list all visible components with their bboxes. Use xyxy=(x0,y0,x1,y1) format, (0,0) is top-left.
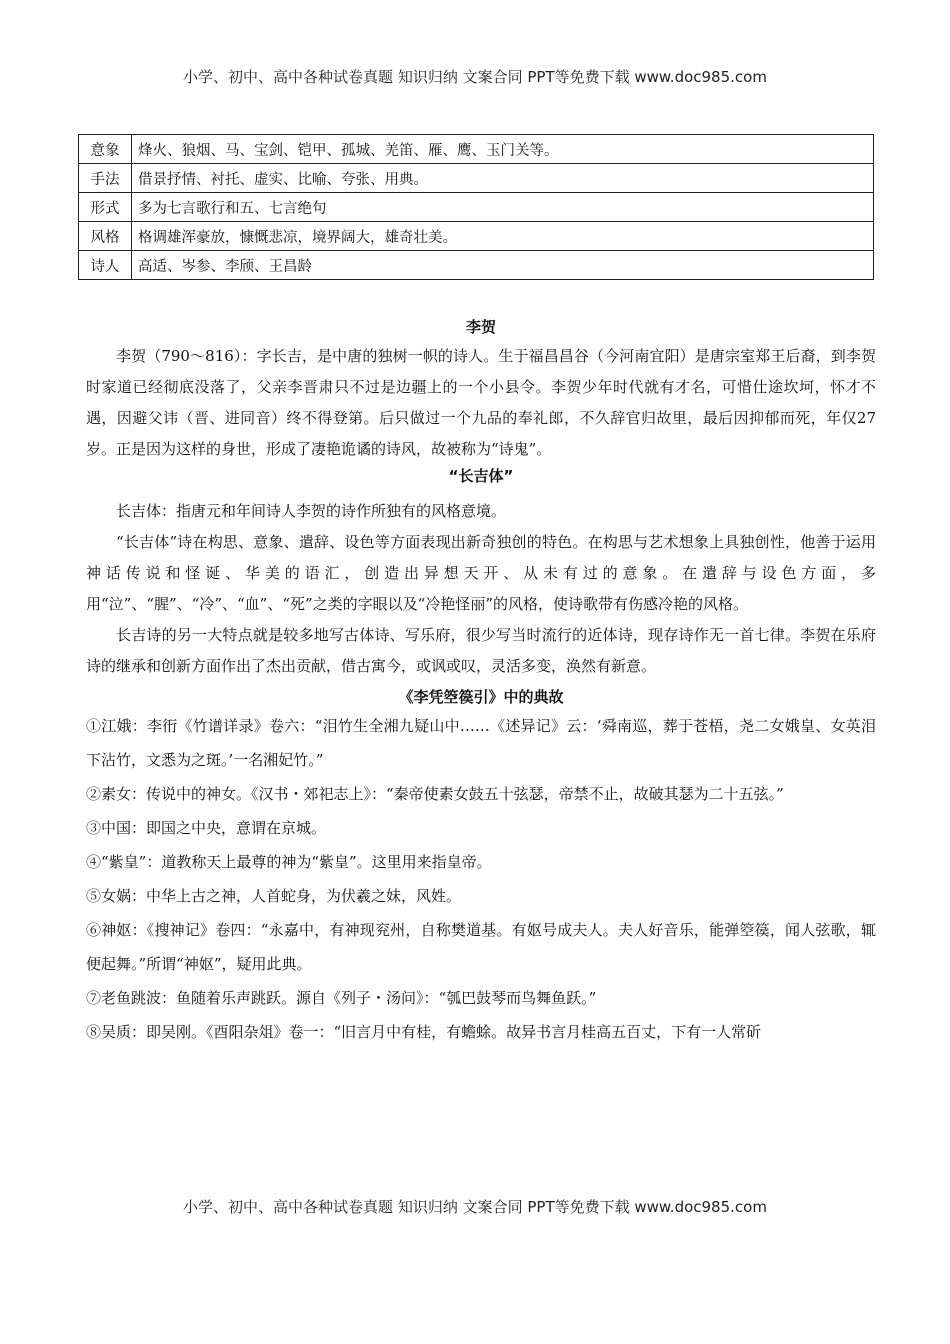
table-row xyxy=(79,164,874,193)
footer-banner: 小学、初中、高中各种试卷真题 知识归纳 文案合同 PPT等免费下载 www.doc985.com xyxy=(183,1198,767,1216)
row-key: 诗人 xyxy=(79,251,132,280)
table-row xyxy=(79,135,874,164)
changjiti-paragraph-3: 长吉诗的另一大特点就是较多地写古体诗、写乐府，很少写当时流行的近体诗，现存诗作无一首七律。李贺在乐府诗的继承和创新方面作出了杰出贡献，借古寓今，或讽或叹，灵活多变，涣然有新意。 xyxy=(86,626,876,675)
lihe-paragraph: 李贺（790～816）：字长吉，是中唐的独树一帜的诗人。生于福昌昌谷（今河南宜阳）是唐宗室郑王后裔，到李贺时家道已经彻底没落了，父亲李晋肃只不过是边疆上的一个小县令。李贺少年时代就有才名，可惜仕途坎坷，怀才不遇，因避父讳（晋、进同音）终不得登第。后只做过一个九品的奉礼郎，不久辞官归故里，最后因抑郁而死，年仅27岁。正是因为这样的身世，形成了凄艳诡谲的诗风，故被称为“诗鬼”。 xyxy=(86,347,876,458)
row-key: 风格 xyxy=(79,222,132,251)
list-item: ⑦老鱼跳波：鱼随着乐声跳跃。源自《列子・汤问》：“瓠巴鼓琴而鸟舞鱼跃。” xyxy=(86,989,597,1007)
changjiti-paragraph-2: “长吉体”诗在构思、意象、遣辞、设色等方面表现出新奇独创的特色。在构思与艺术想象上具独创性，他善于运用神话传说和怪诞、华美的语汇，创造出异想天开、从未有过的意象。在遣辞与设色方面，多用“泣”、“腥”、“冷”、“血”、“死”之类的字眼以及“冷艳怪丽”的风格，使诗歌带有伤感冷艳的风格。 xyxy=(86,533,876,613)
row-key: 形式 xyxy=(79,193,132,222)
list-item: ①江娥：李衎《竹谱详录》卷六：“泪竹生全湘九疑山中……《述异记》云：‘舜南巡，葬于苍梧，尧二女娥皇、女英泪下沾竹，文悉为之斑。’一名湘妃竹。” xyxy=(86,717,876,769)
list-item: ②素女：传说中的神女。《汉书・郊祀志上》：“秦帝使素女鼓五十弦瑟，帝禁不止，故破其瑟为二十五弦。” xyxy=(86,785,784,803)
list-item: ④“紫皇”：道教称天上最尊的神为“紫皇”。这里用来指皇帝。 xyxy=(86,853,492,871)
row-value: 烽火、狼烟、马、宝剑、铠甲、孤城、羌笛、雁、鹰、玉门关等。 xyxy=(132,135,874,164)
row-value: 格调雄浑豪放，慷慨悲凉，境界阔大，雄奇壮美。 xyxy=(132,222,874,251)
section-title-changjiti: “长吉体” xyxy=(448,467,514,485)
row-value: 借景抒情、衬托、虚实、比喻、夸张、用典。 xyxy=(132,164,874,193)
characteristics-table xyxy=(78,134,874,280)
list-item: ⑥神妪：《搜神记》卷四：“永嘉中，有神现兖州，自称樊道基。有妪号成夫人。夫人好音乐，能弹箜篌，闻人弦歌，辄便起舞。”所谓“神妪”，疑用此典。 xyxy=(86,921,876,973)
row-key: 手法 xyxy=(79,164,132,193)
table-row xyxy=(79,193,874,222)
list-item: ⑤女娲：中华上古之神，人首蛇身，为伏羲之妹，风姓。 xyxy=(86,887,462,905)
article-body xyxy=(86,316,876,1049)
row-key: 意象 xyxy=(79,135,132,164)
section-title-diangu: 《李凭箜篌引》中的典故 xyxy=(398,688,564,706)
section-title-lihe: 李贺 xyxy=(465,318,496,336)
list-item: ③中国：即国之中央，意谓在京城。 xyxy=(86,819,327,837)
list-item: ⑧吴质：即吴刚。《酉阳杂俎》卷一：“旧言月中有桂，有蟾蜍。故异书言月桂高五百丈，下有一人常斫 xyxy=(86,1023,762,1041)
table-row xyxy=(79,251,874,280)
row-value: 多为七言歌行和五、七言绝句 xyxy=(132,193,874,222)
allusion-list xyxy=(86,709,876,1049)
row-value: 高适、岑参、李颀、王昌龄 xyxy=(132,251,874,280)
table-row xyxy=(79,222,874,251)
changjiti-paragraph-1: 长吉体：指唐元和年间诗人李贺的诗作所独有的风格意境。 xyxy=(116,502,507,520)
header-banner: 小学、初中、高中各种试卷真题 知识归纳 文案合同 PPT等免费下载 www.doc985.com xyxy=(183,68,767,86)
